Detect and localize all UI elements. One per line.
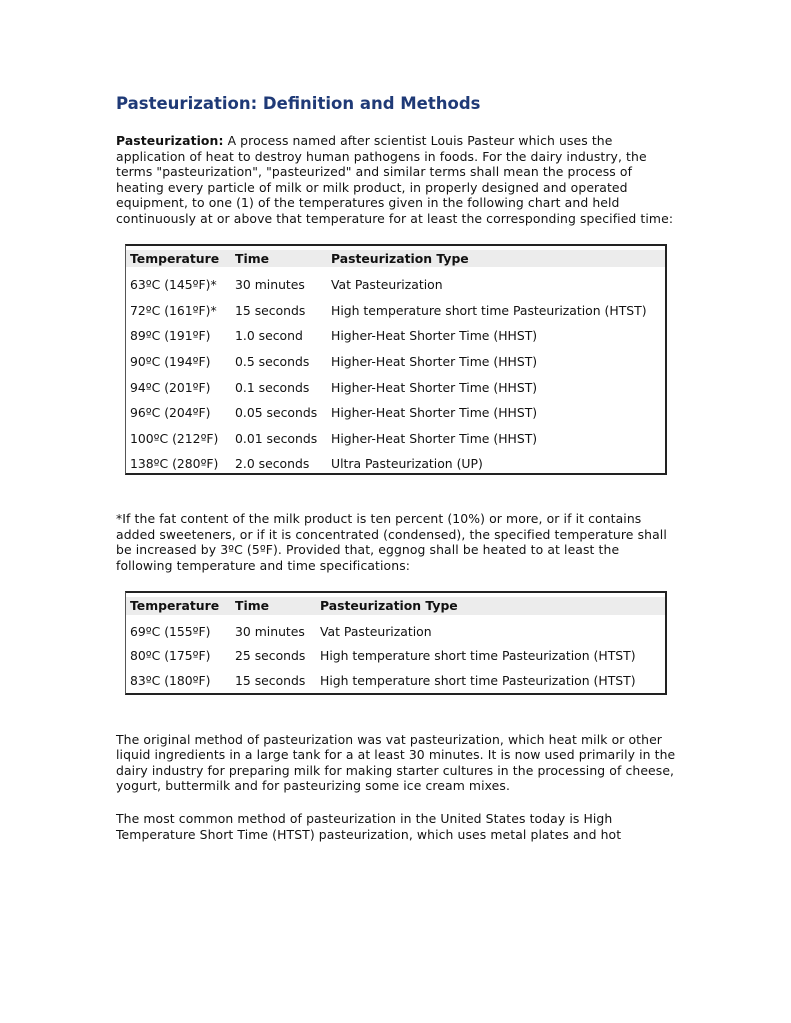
cell-type: High temperature short time Pasteurization (HTST) — [320, 673, 636, 689]
cell-type: Higher-Heat Shorter Time (HHST) — [331, 430, 538, 446]
cell-type: Ultra Pasteurization (UP) — [331, 456, 483, 472]
cell-temperature: 80ºC (175ºF) — [130, 648, 211, 664]
vat-pasteurization-paragraph: The original method of pasteurization was vat pasteurization, which heat milk or other liquid ingredients in a large tank for a at least 30 minutes. It is now used primarily in the dairy industry for preparing milk for making starter cultures in the processing of cheese, yogurt, buttermilk and for pasteurizing some ice cream mixes. — [116, 731, 676, 794]
column-header-time: Time — [231, 250, 327, 268]
temperature-table — [125, 244, 667, 475]
table-row — [126, 318, 665, 344]
cell-type: Vat Pasteurization — [331, 277, 443, 293]
cell-time: 2.0 seconds — [235, 456, 310, 472]
table-row — [126, 370, 665, 396]
column-header-temperature: Temperature — [126, 597, 231, 615]
table-row — [126, 615, 665, 640]
footnote-paragraph: *If the fat content of the milk product is ten percent (10%) or more, or if it contains added sweeteners, or if it is concentrated (condensed), the specified temperature shall be increased by 3ºC (5ºF). Provided that, eggnog shall be heated to at least the following temperature and time specifications: — [116, 510, 667, 573]
column-header-type: Pasteurization Type — [316, 597, 665, 615]
column-header-time: Time — [231, 597, 316, 615]
table-row — [126, 664, 665, 693]
eggnog-table-grid — [126, 597, 665, 692]
cell-type: High temperature short time Pasteurization (HTST) — [331, 302, 647, 318]
page-title: Pasteurization: Definition and Methods — [116, 94, 481, 113]
cell-temperature: 94ºC (201ºF) — [130, 379, 211, 395]
cell-temperature: 69ºC (155ºF) — [130, 623, 211, 639]
table-row — [126, 395, 665, 421]
cell-time: 30 minutes — [235, 623, 305, 639]
htst-paragraph: The most common method of pasteurization in the United States today is High Temperature Short Time (HTST) pasteurization, which uses metal plates and hot — [116, 811, 622, 842]
cell-time: 1.0 second — [235, 328, 303, 344]
cell-temperature: 100ºC (212ºF) — [130, 430, 219, 446]
cell-time: 0.05 seconds — [235, 405, 318, 421]
document-page — [116, 93, 676, 842]
intro-paragraph — [116, 133, 676, 227]
intro-term: Pasteurization: — [116, 133, 224, 148]
cell-temperature: 138ºC (280ºF) — [130, 456, 219, 472]
cell-temperature: 89ºC (191ºF) — [130, 328, 211, 344]
table-row — [126, 446, 665, 473]
table-row — [126, 639, 665, 664]
table-row — [126, 344, 665, 370]
table-header-row — [126, 250, 665, 268]
cell-temperature: 72ºC (161ºF)* — [130, 302, 217, 318]
cell-type: Higher-Heat Shorter Time (HHST) — [331, 328, 538, 344]
cell-temperature: 90ºC (194ºF) — [130, 353, 211, 369]
cell-time: 0.01 seconds — [235, 430, 318, 446]
table-row — [126, 421, 665, 447]
cell-time: 15 seconds — [235, 302, 306, 318]
cell-type: High temperature short time Pasteurization (HTST) — [320, 648, 636, 664]
cell-time: 0.5 seconds — [235, 353, 310, 369]
cell-type: Higher-Heat Shorter Time (HHST) — [331, 405, 538, 421]
cell-type: Higher-Heat Shorter Time (HHST) — [331, 379, 538, 395]
column-header-type: Pasteurization Type — [327, 250, 665, 268]
table-row — [126, 267, 665, 293]
cell-time: 15 seconds — [235, 673, 306, 689]
cell-time: 0.1 seconds — [235, 379, 310, 395]
cell-time: 30 minutes — [235, 277, 305, 293]
cell-temperature: 83ºC (180ºF) — [130, 673, 211, 689]
table-row — [126, 293, 665, 319]
cell-temperature: 96ºC (204ºF) — [130, 405, 211, 421]
cell-temperature: 63ºC (145ºF)* — [130, 277, 217, 293]
cell-type: Higher-Heat Shorter Time (HHST) — [331, 353, 538, 369]
eggnog-table — [125, 591, 667, 694]
cell-time: 25 seconds — [235, 648, 306, 664]
cell-type: Vat Pasteurization — [320, 623, 432, 639]
table-header-row — [126, 597, 665, 615]
column-header-temperature: Temperature — [126, 250, 231, 268]
temperature-table-grid — [126, 250, 665, 473]
intro-text: A process named after scientist Louis Pasteur which uses the application of heat to destroy human pathogens in foods. For the dairy industry, the terms "pasteurization", "pasteurized" and similar terms shall mean the process of heating every particle of milk or milk product, in properly designed and operated equipment, to one (1) of the temperatures given in the following chart and held continuously at or above that temperature for at least the corresponding specified time: — [116, 133, 674, 226]
